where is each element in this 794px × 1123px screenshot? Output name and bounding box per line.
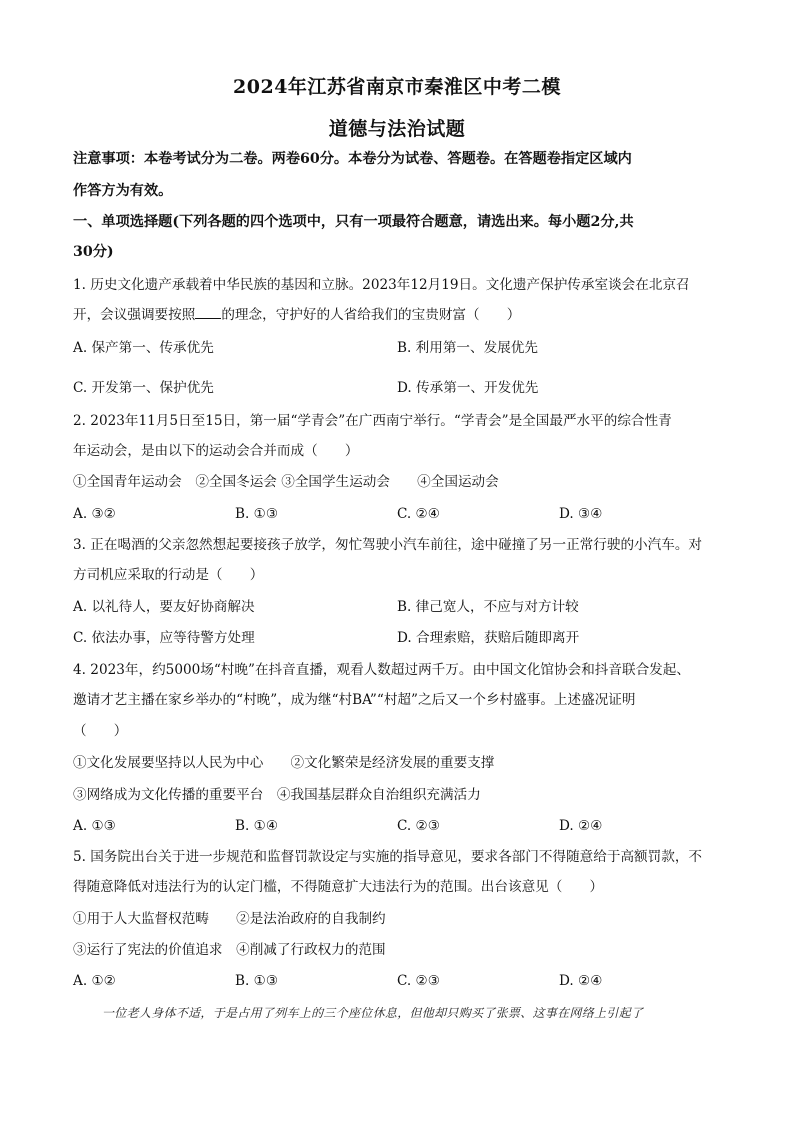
option-a: A. ③② xyxy=(73,506,116,522)
option-c: C. 依法办事，应等待警方处理 xyxy=(73,630,255,646)
question-5-item-row-2: ③运行了宪法的价值追求 ④削减了行政权力的范围 xyxy=(73,942,386,958)
option-c: C. ②③ xyxy=(397,973,440,989)
option-c: C. 开发第一、保护优先 xyxy=(73,380,214,396)
question-2-items: ①全国青年运动会 ②全国冬运会 ③全国学生运动会 ④全国运动会 xyxy=(73,474,499,490)
question-4-line-1: 4. 2023年，约5000场“村晚”在抖音直播，观看人数超过两千万。由中国文化馆协会和抖音联合发起、 xyxy=(73,662,690,678)
option-d: D. ②④ xyxy=(559,973,603,989)
exam-subtitle: 道德与法治试题 xyxy=(328,118,466,140)
question-5-options xyxy=(73,972,733,990)
option-c: C. ②④ xyxy=(397,506,440,522)
question-5-line-2: 得随意降低对违法行为的认定门槛，不得随意扩大违法行为的范围。出台该意见（ ） xyxy=(73,879,604,895)
question-1-stem-start: 开，会议强调要按照 xyxy=(73,307,196,323)
option-a: A. ①② xyxy=(73,973,116,989)
question-3-line-1: 3. 正在喝酒的父亲忽然想起要接孩子放学，匆忙驾驶小汽车前往，途中碰撞了另一正常行驶的小汽车。对 xyxy=(73,537,703,553)
section-heading-line-1: 一、单项选择题(下列各题的四个选项中，只有一项最符合题意，请选出来。每小题2分,共 xyxy=(73,214,634,230)
question-4-line-2: 邀请才艺主播在家乡举办的“村晚”，成为继“村BA”“村超”之后又一个乡村盛事。上述盛况证明 xyxy=(73,692,636,708)
question-1-options-row-1 xyxy=(73,339,733,357)
option-a: A. 以礼待人，要友好协商解决 xyxy=(73,599,255,615)
question-1-stem-end: 的理念，守护好的人省给我们的宝贵财富（ ） xyxy=(221,307,521,323)
notice-line-2: 作答方为有效。 xyxy=(73,183,173,199)
option-a: A. ①③ xyxy=(73,818,116,834)
option-c: C. ②③ xyxy=(397,818,440,834)
question-4-item-row-1: ①文化发展要坚持以人民为中心 ②文化繁荣是经济发展的重要支撑 xyxy=(73,755,495,771)
question-3-options-row-2 xyxy=(73,629,733,647)
question-4-line-3: （ ） xyxy=(73,723,128,739)
answer-blank xyxy=(195,306,221,319)
option-b: B. 利用第一、发展优先 xyxy=(397,340,538,356)
question-4-item-row-2: ③网络成为文化传播的重要平台 ④我国基层群众自治组织充满活力 xyxy=(73,787,481,803)
notice-line-1: 注意事项：本卷考试分为二卷。两卷60分。本卷分为试卷、答题卷。在答题卷指定区域内 xyxy=(73,151,632,167)
option-d: D. 合理索赔，获赔后随即离开 xyxy=(397,630,580,646)
exam-title: 2024年江苏省南京市秦淮区中考二模 xyxy=(233,76,561,98)
option-d: D. ②④ xyxy=(559,818,603,834)
option-b: B. ①③ xyxy=(235,973,279,989)
question-2-options xyxy=(73,505,733,523)
question-5-item-row-1: ①用于人大监督权范畴 ②是法治政府的自我制约 xyxy=(73,911,386,927)
question-1-line-1: 1. 历史文化遗产承载着中华民族的基因和立脉。2023年12月19日。文化遗产保护传承室谈会在北京召 xyxy=(73,277,690,293)
question-3-line-2: 方司机应采取的行动是（ ） xyxy=(73,567,264,583)
option-a: A. 保产第一、传承优先 xyxy=(73,340,214,356)
question-4-options xyxy=(73,817,733,835)
section-heading-line-2: 30分) xyxy=(73,244,114,260)
question-1-options-row-2 xyxy=(73,379,733,397)
option-b: B. 律己宽人，不应与对方计较 xyxy=(397,599,579,615)
option-d: D. ③④ xyxy=(559,506,603,522)
question-3-options-row-1 xyxy=(73,598,733,616)
question-1-line-2 xyxy=(73,306,520,324)
question-5-line-1: 5. 国务院出台关于进一步规范和监督罚款设定与实施的指导意见，要求各部门不得随意给于高额罚款，不 xyxy=(73,849,703,865)
option-d: D. 传承第一、开发优先 xyxy=(397,380,539,396)
question-2-line-1: 2. 2023年11月5日至15日，第一届“学青会”在广西南宁举行。“学青会”是全国最严水平的综合性青 xyxy=(73,413,672,429)
option-b: B. ①③ xyxy=(235,506,279,522)
question-2-line-2: 年运动会，是由以下的运动会合并而成（ ） xyxy=(73,443,359,459)
option-b: B. ①④ xyxy=(235,818,279,834)
next-question-fragment: 一位老人身体不适，于是占用了列车上的三个座位休息，但他却只购买了张票、这事在网络上引起了 xyxy=(102,1006,644,1020)
